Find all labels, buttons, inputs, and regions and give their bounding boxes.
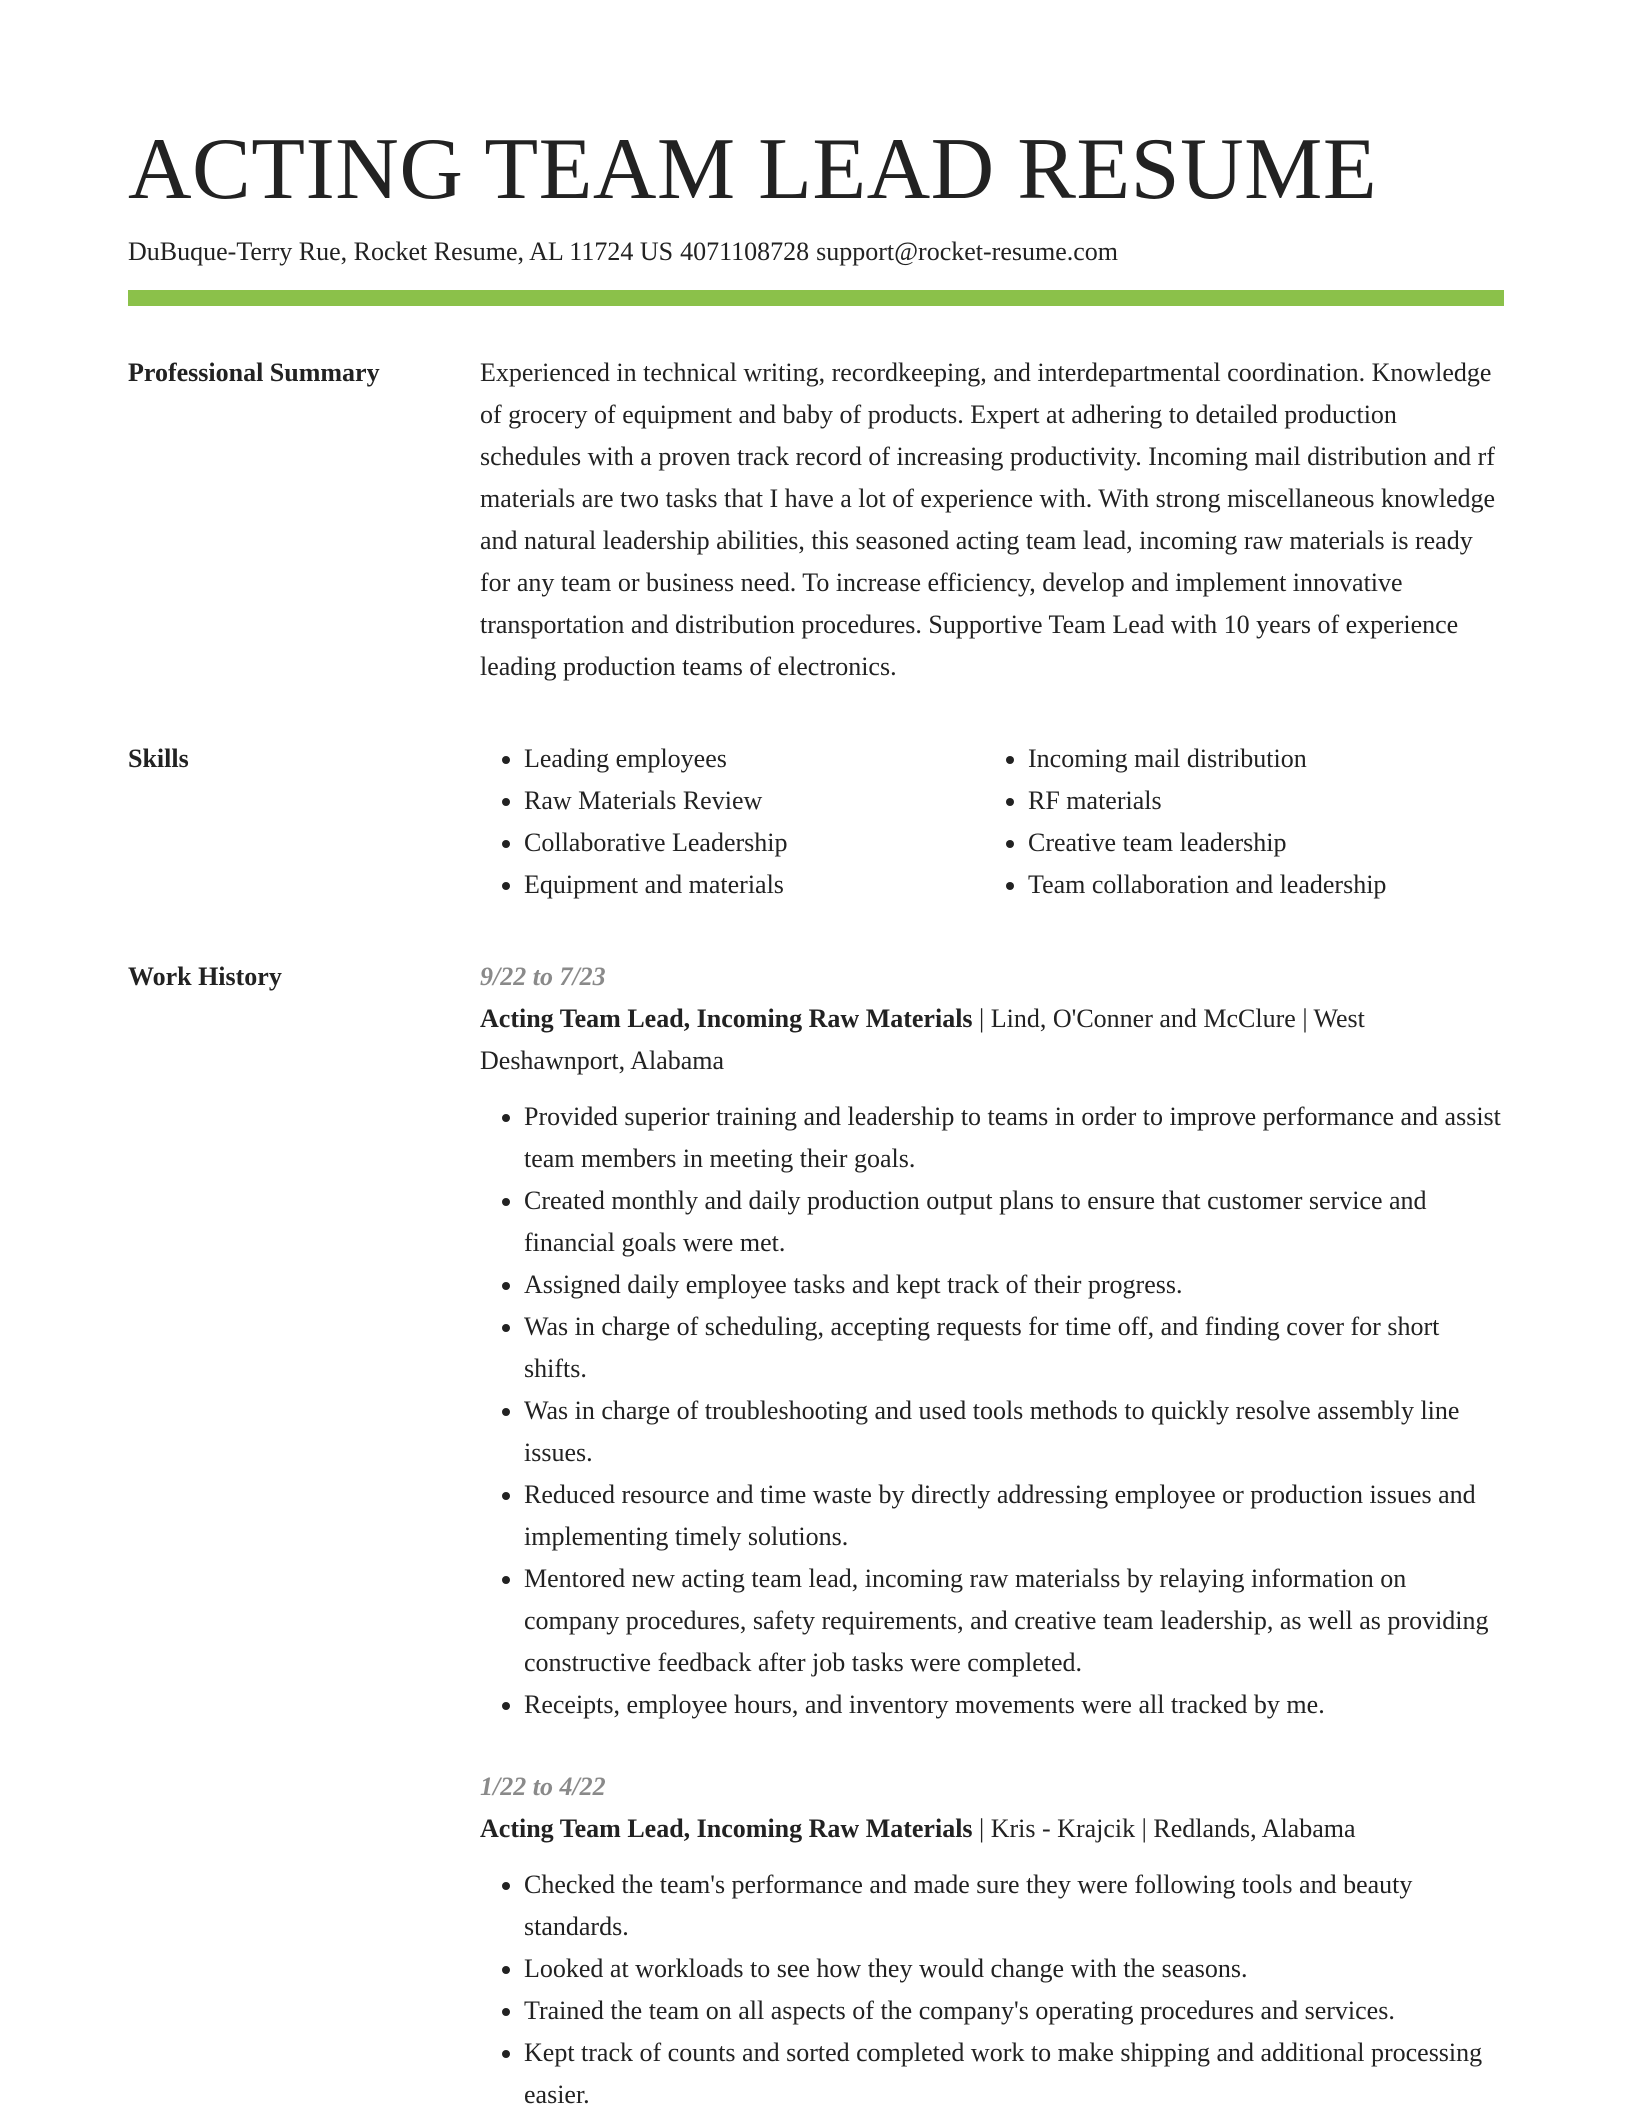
skills-column-right: [984, 738, 1488, 906]
job-bullet: • Kept track of counts and sorted completed work to make shipping and additional processing easier.: [524, 2032, 1504, 2116]
contact-email: support@rocket-resume.com: [816, 237, 1119, 266]
job-entry: [480, 1766, 1504, 2116]
work-history-section: [128, 956, 1504, 2116]
contact-address: DuBuque-Terry Rue, Rocket Resume, AL 11724 US: [128, 237, 674, 266]
job-bullet: • Was in charge of troubleshooting and used tools methods to quickly resolve assembly line issues.: [524, 1390, 1504, 1474]
contact-line: [128, 234, 1504, 270]
job-dates: 9/22 to 7/23: [480, 962, 606, 991]
job-heading: [480, 998, 1504, 1082]
job-entry: [480, 956, 1504, 1726]
summary-text: Experienced in technical writing, recordkeeping, and interdepartmental coordination. Knowledge of grocery of equipment and baby of products. Expert at adhering to detailed production schedules with a proven track record of increasing productivity. Incoming mail distribution and rf materials are two tasks that I have a lot of experience with. With strong miscellaneous knowledge and natural leadership abilities, this seasoned acting team lead, incoming raw materials is ready for any team or business need. To increase efficiency, develop and implement innovative transportation and distribution procedures. Supportive Team Lead with 10 years of experience leading production teams of electronics.: [480, 358, 1496, 681]
job-bullets: [480, 1096, 1504, 1726]
job-bullet: • Checked the team's performance and made sure they were following tools and beauty standards.: [524, 1864, 1504, 1948]
job-bullet: • Created monthly and daily production output plans to ensure that customer service and financial goals were met.: [524, 1180, 1504, 1264]
skill-item: • Creative team leadership: [1028, 822, 1488, 864]
skill-item: • Collaborative Leadership: [524, 822, 984, 864]
resume-page: [128, 122, 1504, 2116]
job-bullet: • Was in charge of scheduling, accepting requests for time off, and finding cover for short shifts.: [524, 1306, 1504, 1390]
job-bullet: • Assigned daily employee tasks and kept track of their progress.: [524, 1264, 1504, 1306]
skill-item: • RF materials: [1028, 780, 1488, 822]
job-bullets: [480, 1864, 1504, 2116]
summary-body: [480, 352, 1504, 688]
header-divider: [128, 290, 1504, 306]
work-history-body: [480, 956, 1504, 2116]
skill-item: • Equipment and materials: [524, 864, 984, 906]
job-bullet: • Provided superior training and leadership to teams in order to improve performance and assist team members in meeting their goals.: [524, 1096, 1504, 1180]
skills-heading: Skills: [128, 744, 189, 773]
job-title: Acting Team Lead, Incoming Raw Materials: [480, 1814, 973, 1843]
skills-section: [128, 738, 1504, 906]
job-company-location: | Kris - Krajcik | Redlands, Alabama: [972, 1814, 1356, 1843]
skills-column-left: [480, 738, 984, 906]
job-bullet: • Trained the team on all aspects of the company's operating procedures and services.: [524, 1990, 1504, 2032]
job-bullet: • Mentored new acting team lead, incoming raw materialss by relaying information on company procedures, safety requirements, and creative team leadership, as well as providing constructive feedback after job tasks were completed.: [524, 1558, 1504, 1684]
skill-item: • Raw Materials Review: [524, 780, 984, 822]
work-history-heading: Work History: [128, 962, 282, 991]
skill-item: • Leading employees: [524, 738, 984, 780]
skills-list: [480, 738, 1504, 906]
job-bullet: • Receipts, employee hours, and inventory movements were all tracked by me.: [524, 1684, 1504, 1726]
resume-title: ACTING TEAM LEAD RESUME: [128, 121, 1378, 218]
job-heading: [480, 1808, 1504, 1850]
job-dates: 1/22 to 4/22: [480, 1772, 606, 1801]
skill-item: • Team collaboration and leadership: [1028, 864, 1488, 906]
skill-item: • Incoming mail distribution: [1028, 738, 1488, 780]
contact-phone: 4071108728: [680, 237, 810, 266]
job-title: Acting Team Lead, Incoming Raw Materials: [480, 1004, 973, 1033]
summary-section: [128, 352, 1504, 688]
job-bullet: • Looked at workloads to see how they would change with the seasons.: [524, 1948, 1504, 1990]
summary-heading: Professional Summary: [128, 358, 380, 387]
job-bullet: • Reduced resource and time waste by directly addressing employee or production issues and implementing timely solutions.: [524, 1474, 1504, 1558]
job-company-location: | Lind, O'Conner and McClure | West Deshawnport, Alabama: [480, 1004, 1365, 1075]
